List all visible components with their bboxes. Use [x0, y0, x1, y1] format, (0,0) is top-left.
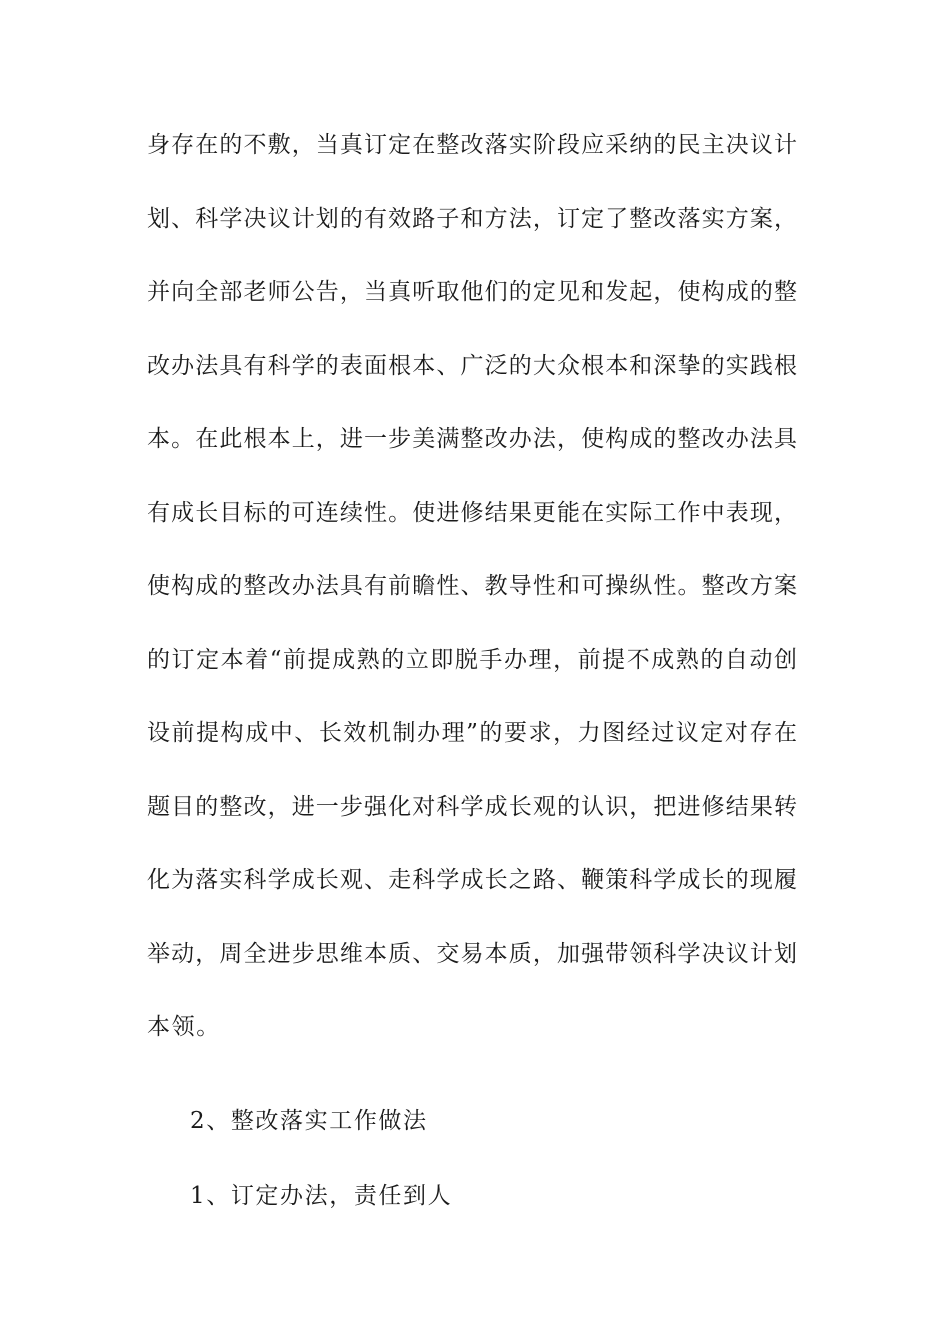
paragraph-line-7: 使构成的整改办法具有前瞻性、教导性和可操纵性。整改方案 — [147, 573, 797, 599]
paragraph-line-12: 举动，周全进步思维本质、交易本质，加强带领科学决议计划 — [147, 940, 797, 967]
paragraph-line-6: 有成长目标的可连续性。使进修结果更能在实际工作中表现， — [147, 499, 797, 526]
paragraph-line-13: 本领。 — [147, 1014, 221, 1040]
paragraph-line-4: 改办法具有科学的表面根本、广泛的大众根本和深挚的实践根 — [147, 352, 797, 379]
paragraph-line-10: 题目的整改，进一步强化对科学成长观的认识，把进修结果转 — [147, 793, 797, 820]
paragraph-line-11: 化为落实科学成长观、走科学成长之路、鞭策科学成长的现履 — [147, 867, 797, 893]
paragraph-line-8: 的订定本着“前提成熟的立即脱手办理，前提不成熟的自动创 — [147, 646, 797, 673]
section-heading: 2、整改落实工作做法 — [190, 1108, 428, 1134]
paragraph-line-3: 并向全部老师公告，当真听取他们的定见和发起，使构成的整 — [147, 279, 797, 305]
paragraph-line-1: 身存在的不敷，当真订定在整改落实阶段应采纳的民主决议计 — [147, 132, 797, 158]
body-paragraph — [147, 132, 797, 1088]
paragraph-line-5: 本。在此根本上，进一步美满整改办法，使构成的整改办法具 — [147, 426, 797, 452]
subsection-heading: 1、订定办法，责任到人 — [190, 1183, 453, 1209]
paragraph-line-9: 设前提构成中、长效机制办理”的要求，力图经过议定对存在 — [147, 720, 797, 746]
paragraph-line-2: 划、科学决议计划的有效路子和方法，订定了整改落实方案， — [147, 205, 797, 232]
